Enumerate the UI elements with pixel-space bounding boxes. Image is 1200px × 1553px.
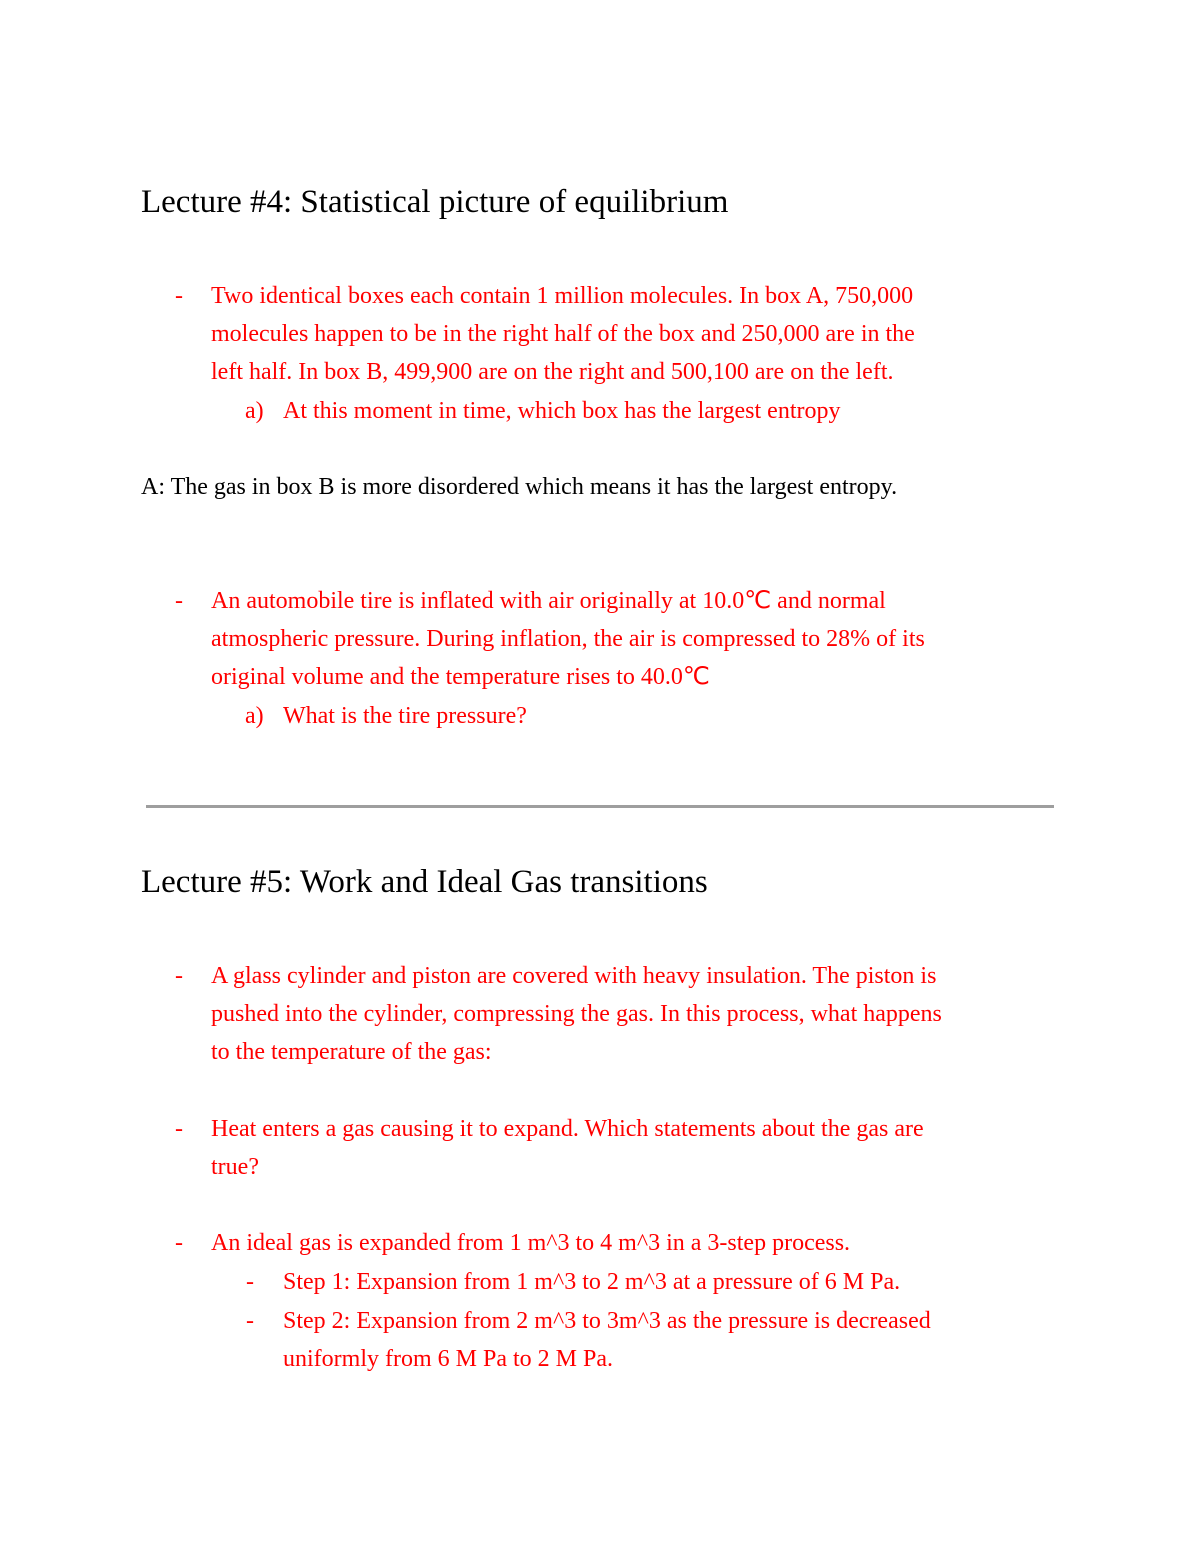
bullet-dash: - <box>175 588 183 614</box>
bullet-dash: - <box>175 1116 183 1142</box>
question-line: An automobile tire is inflated with air originally at 10.0℃ and normal <box>211 588 886 614</box>
question-line: true? <box>211 1154 259 1180</box>
question-line: An ideal gas is expanded from 1 m^3 to 4 m^3 in a 3-step process. <box>211 1230 851 1256</box>
question-line: to the temperature of the gas: <box>211 1039 492 1065</box>
sub-bullet-dash: - <box>246 1269 254 1295</box>
step-line: Step 2: Expansion from 2 m^3 to 3m^3 as the pressure is decreased <box>283 1308 931 1334</box>
bullet-dash: - <box>175 283 183 309</box>
step-line: uniformly from 6 M Pa to 2 M Pa. <box>283 1346 613 1372</box>
question-line: left half. In box B, 499,900 are on the right and 500,100 are on the left. <box>211 359 894 385</box>
sub-question-marker: a) <box>245 703 264 729</box>
question-line: Heat enters a gas causing it to expand. Which statements about the gas are <box>211 1116 924 1142</box>
question-line: original volume and the temperature rises to 40.0℃ <box>211 664 710 690</box>
bullet-dash: - <box>175 963 183 989</box>
question-line: Two identical boxes each contain 1 million molecules. In box A, 750,000 <box>211 283 914 309</box>
lecture-5-heading: Lecture #5: Work and Ideal Gas transitions <box>141 864 708 900</box>
sub-question-marker: a) <box>245 398 264 424</box>
sub-bullet-dash: - <box>246 1308 254 1334</box>
lecture-4-heading: Lecture #4: Statistical picture of equilibrium <box>141 184 729 220</box>
question-line: molecules happen to be in the right half of the box and 250,000 are in the <box>211 321 915 347</box>
bullet-dash: - <box>175 1230 183 1256</box>
question-line: A glass cylinder and piston are covered with heavy insulation. The piston is <box>211 963 937 989</box>
step-line: Step 1: Expansion from 1 m^3 to 2 m^3 at a pressure of 6 M Pa. <box>283 1269 901 1295</box>
sub-question-text: What is the tire pressure? <box>283 703 527 729</box>
sub-question-text: At this moment in time, which box has the largest entropy <box>283 398 841 424</box>
horizontal-rule <box>146 805 1054 808</box>
answer-text: A: The gas in box B is more disordered which means it has the largest entropy. <box>141 474 898 500</box>
question-line: atmospheric pressure. During inflation, the air is compressed to 28% of its <box>211 626 925 652</box>
question-line: pushed into the cylinder, compressing the gas. In this process, what happens <box>211 1001 942 1027</box>
